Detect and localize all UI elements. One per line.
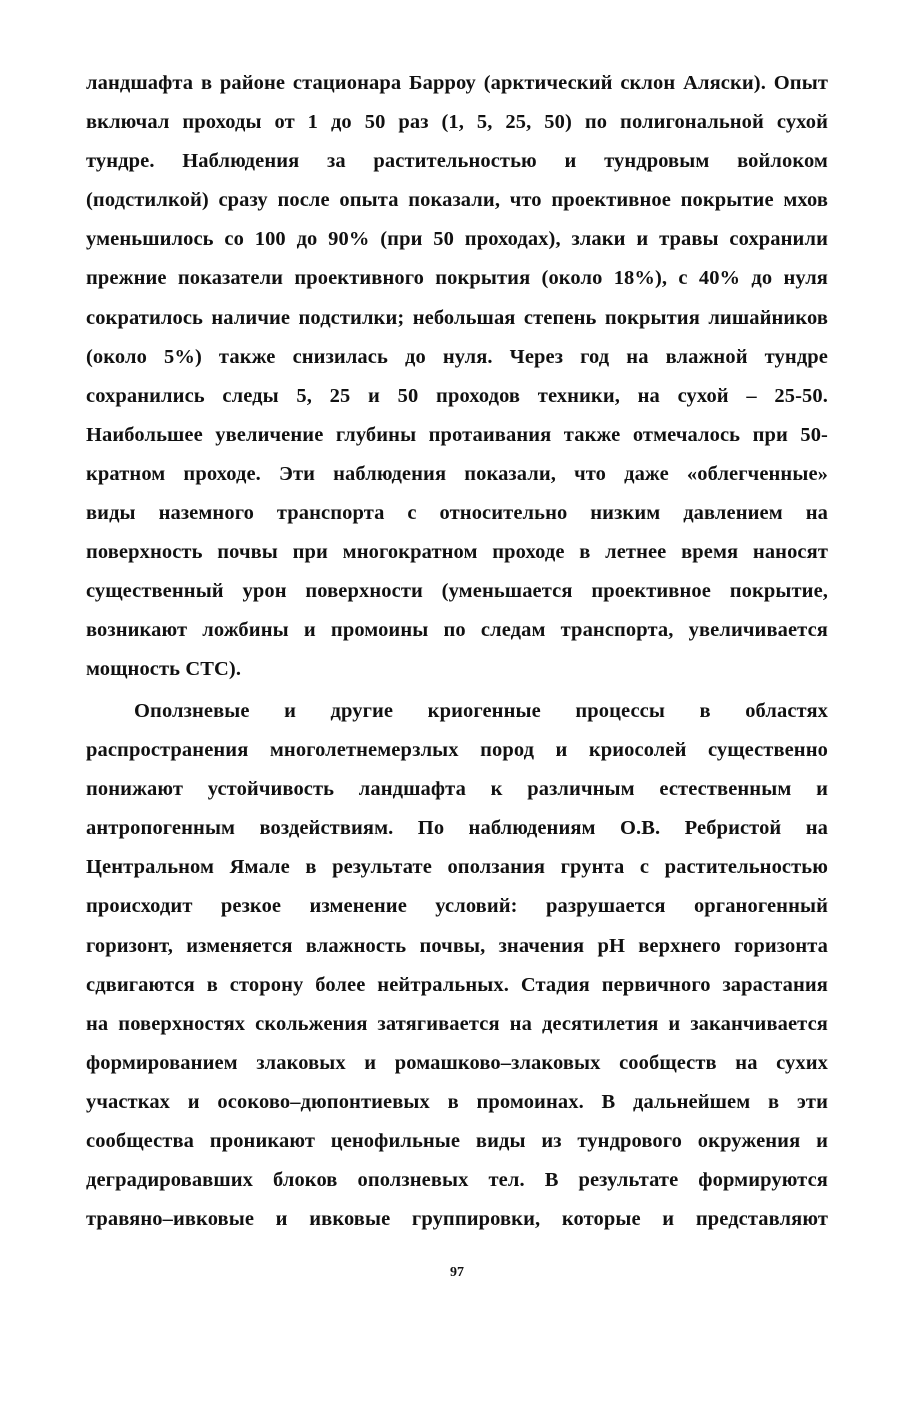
text-line: деградировавших блоков оползневых тел. В результате формируются	[86, 1169, 828, 1192]
text-line: Наибольшее увеличение глубины протаивания также отмечалось при 50-	[86, 423, 828, 446]
text-line: виды наземного транспорта с относительно низким давлением на	[86, 502, 828, 525]
text-line: прежние показатели проективного покрытия (около 18%), с 40% до нуля	[86, 267, 828, 290]
paragraph-1	[86, 64, 828, 690]
text-line: тундре. Наблюдения за растительностью и тундровым войлоком	[86, 150, 828, 173]
text-line: травяно–ивковые и ивковые группировки, которые и представляют	[86, 1208, 828, 1231]
text-line: сдвигаются в сторону более нейтральных. Стадия первичного зарастания	[86, 973, 828, 996]
text-line: ландшафта в районе стационара Барроу (арктический склон Аляски). Опыт	[86, 72, 828, 94]
text-line: формированием злаковых и ромашково–злаковых сообществ на сухих	[86, 1051, 828, 1074]
text-line: мощность СТС).	[86, 658, 242, 681]
text-line: (подстилкой) сразу после опыта показали, что проективное покрытие мхов	[86, 189, 828, 212]
text-line: поверхность почвы при многократном проходе в летнее время наносят	[86, 541, 828, 564]
text-line: сократилось наличие подстилки; небольшая степень покрытия лишайников	[86, 306, 828, 329]
page-number: 97	[450, 1265, 464, 1280]
text-line: Центральном Ямале в результате оползания грунта с растительностью	[86, 856, 828, 879]
text-line: существенный урон поверхности (уменьшается проективное покрытие,	[86, 580, 828, 603]
text-line: Оползневые и другие криогенные процессы в областях	[134, 700, 828, 722]
text-line: антропогенным воздействиям. По наблюдениям О.В. Ребристой на	[86, 817, 828, 840]
text-line: сообщества проникают ценофильные виды из тундрового окружения и	[86, 1130, 828, 1153]
text-line: сохранились следы 5, 25 и 50 проходов техники, на сухой – 25-50.	[86, 384, 828, 407]
text-line: на поверхностях скольжения затягивается на десятилетия и заканчивается	[86, 1012, 828, 1035]
text-line: уменьшилось со 100 до 90% (при 50 проходах), злаки и травы сохранили	[86, 228, 828, 251]
text-line: распространения многолетнемерзлых пород и криосолей существенно	[86, 739, 828, 762]
paragraph-2	[86, 692, 828, 1239]
text-line: включал проходы от 1 до 50 раз (1, 5, 25, 50) по полигональной сухой	[86, 111, 828, 134]
text-line: понижают устойчивость ландшафта к различным естественным и	[86, 778, 828, 801]
text-line: (около 5%) также снизилась до нуля. Через год на влажной тундре	[86, 345, 828, 368]
text-line: горизонт, изменяется влажность почвы, значения pH верхнего горизонта	[86, 934, 828, 957]
text-line: происходит резкое изменение условий: разрушается органогенный	[86, 895, 828, 918]
text-line: кратном проходе. Эти наблюдения показали, что даже «облегченные»	[86, 462, 828, 485]
text-line: участках и осоково–дюпонтиевых в промоинах. В дальнейшем в эти	[86, 1090, 828, 1113]
text-line: возникают ложбины и промоины по следам транспорта, увеличивается	[86, 619, 828, 642]
